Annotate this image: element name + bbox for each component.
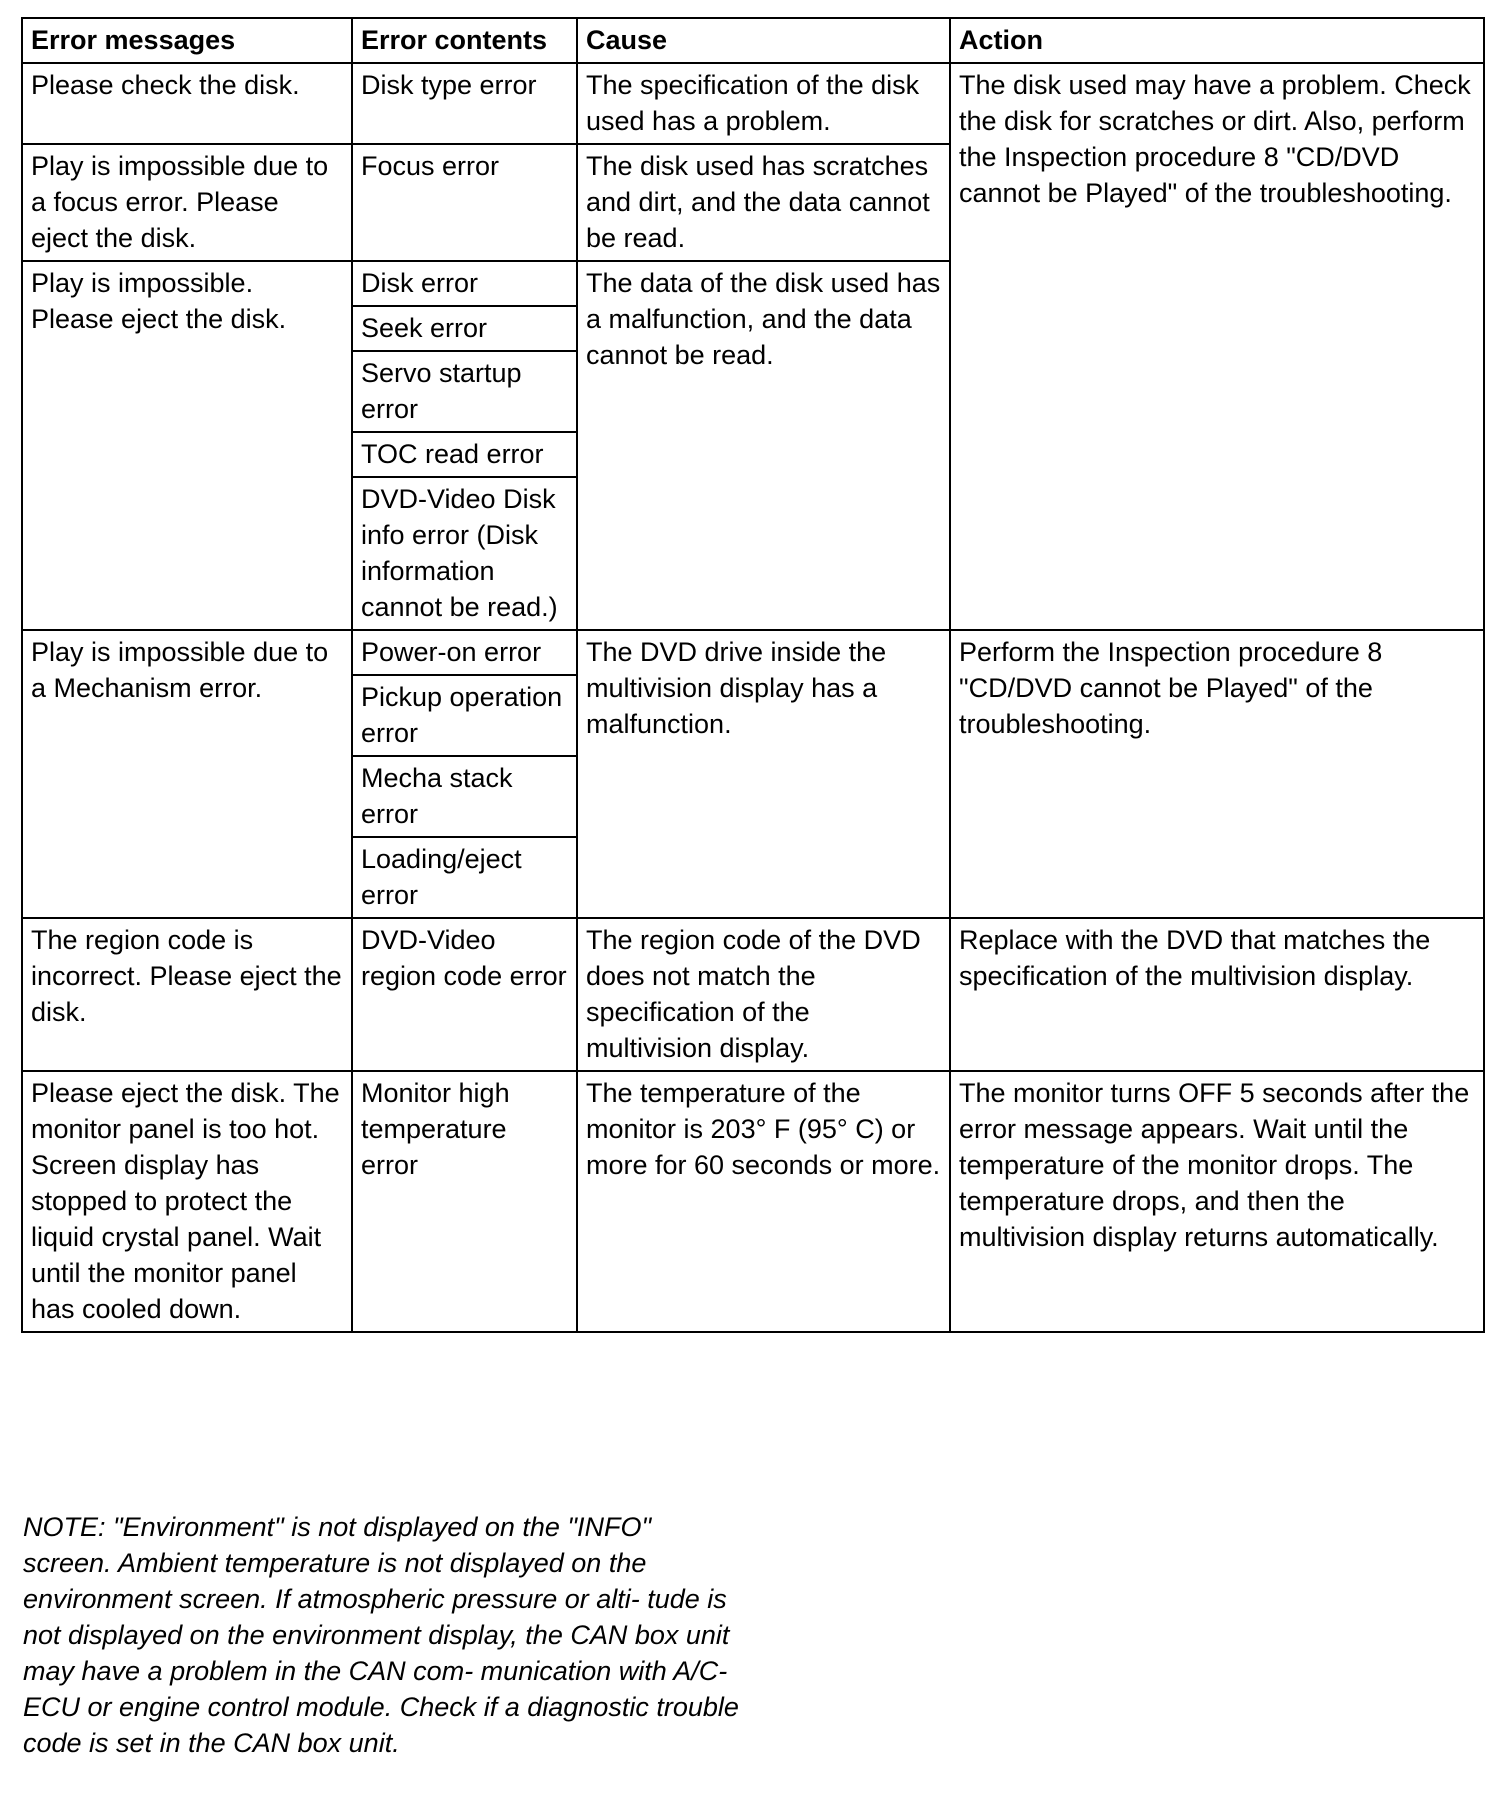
error-message-cell: Play is impossible due to a focus error. Please eject the disk. xyxy=(22,144,352,261)
error-content-cell: Monitor high temperature error xyxy=(352,1071,577,1332)
error-content-cell: Power-on error xyxy=(352,630,577,675)
cause-cell: The temperature of the monitor is 203° F (95° C) or more for 60 seconds or more. xyxy=(577,1071,950,1332)
header-action: Action xyxy=(950,18,1484,63)
action-cell: Replace with the DVD that matches the specification of the multivision display. xyxy=(950,918,1484,1071)
table-header-row xyxy=(22,18,1484,63)
header-cause: Cause xyxy=(577,18,950,63)
error-message-cell: Play is impossible due to a Mechanism error. xyxy=(22,630,352,918)
error-message-cell: The region code is incorrect. Please eject the disk. xyxy=(22,918,352,1071)
error-message-cell: Play is impossible. Please eject the disk. xyxy=(22,261,352,630)
error-message-cell: Please check the disk. xyxy=(22,63,352,144)
action-cell: The disk used may have a problem. Check the disk for scratches or dirt. Also, perform the Inspection procedure 8 "CD/DVD cannot be Played" of the troubleshooting. xyxy=(950,63,1484,630)
table-row xyxy=(22,1071,1484,1332)
cause-cell: The data of the disk used has a malfunction, and the data cannot be read. xyxy=(577,261,950,630)
table-row xyxy=(22,63,1484,144)
error-content-cell: Disk error xyxy=(352,261,577,306)
action-cell: The monitor turns OFF 5 seconds after the error message appears. Wait until the temperature of the monitor drops. The temperature drops, and then the multivision display returns automatically. xyxy=(950,1071,1484,1332)
error-content-cell: TOC read error xyxy=(352,432,577,477)
error-content-cell: Mecha stack error xyxy=(352,756,577,837)
table-row xyxy=(22,918,1484,1071)
header-error-contents: Error contents xyxy=(352,18,577,63)
cause-cell: The region code of the DVD does not match the specification of the multivision display. xyxy=(577,918,950,1071)
action-cell: Perform the Inspection procedure 8 "CD/DVD cannot be Played" of the troubleshooting. xyxy=(950,630,1484,918)
note-paragraph: NOTE: "Environment" is not displayed on the "INFO" screen. Ambient temperature is not displayed on the environment screen. If atmospheric pressure or alti- tude is not displayed on the environment display, the CAN box unit may have a problem in the CAN com- munication with A/C-ECU or engine control module. Check if a diagnostic trouble code is set in the CAN box unit. xyxy=(23,1512,739,1758)
error-content-cell: Disk type error xyxy=(352,63,577,144)
header-error-messages: Error messages xyxy=(22,18,352,63)
error-content-cell: DVD-Video region code error xyxy=(352,918,577,1071)
table-row xyxy=(22,630,1484,675)
cause-cell: The specification of the disk used has a problem. xyxy=(577,63,950,144)
error-message-cell: Please eject the disk. The monitor panel is too hot. Screen display has stopped to protect the liquid crystal panel. Wait until the monitor panel has cooled down. xyxy=(22,1071,352,1332)
error-content-cell: Loading/eject error xyxy=(352,837,577,918)
error-content-cell: Focus error xyxy=(352,144,577,261)
error-content-cell: DVD-Video Disk info error (Disk information cannot be read.) xyxy=(352,477,577,630)
error-content-cell: Servo startup error xyxy=(352,351,577,432)
error-content-cell: Pickup operation error xyxy=(352,675,577,756)
error-content-cell: Seek error xyxy=(352,306,577,351)
cause-cell: The DVD drive inside the multivision display has a malfunction. xyxy=(577,630,950,918)
cause-cell: The disk used has scratches and dirt, and the data cannot be read. xyxy=(577,144,950,261)
error-messages-table xyxy=(21,17,1485,1333)
